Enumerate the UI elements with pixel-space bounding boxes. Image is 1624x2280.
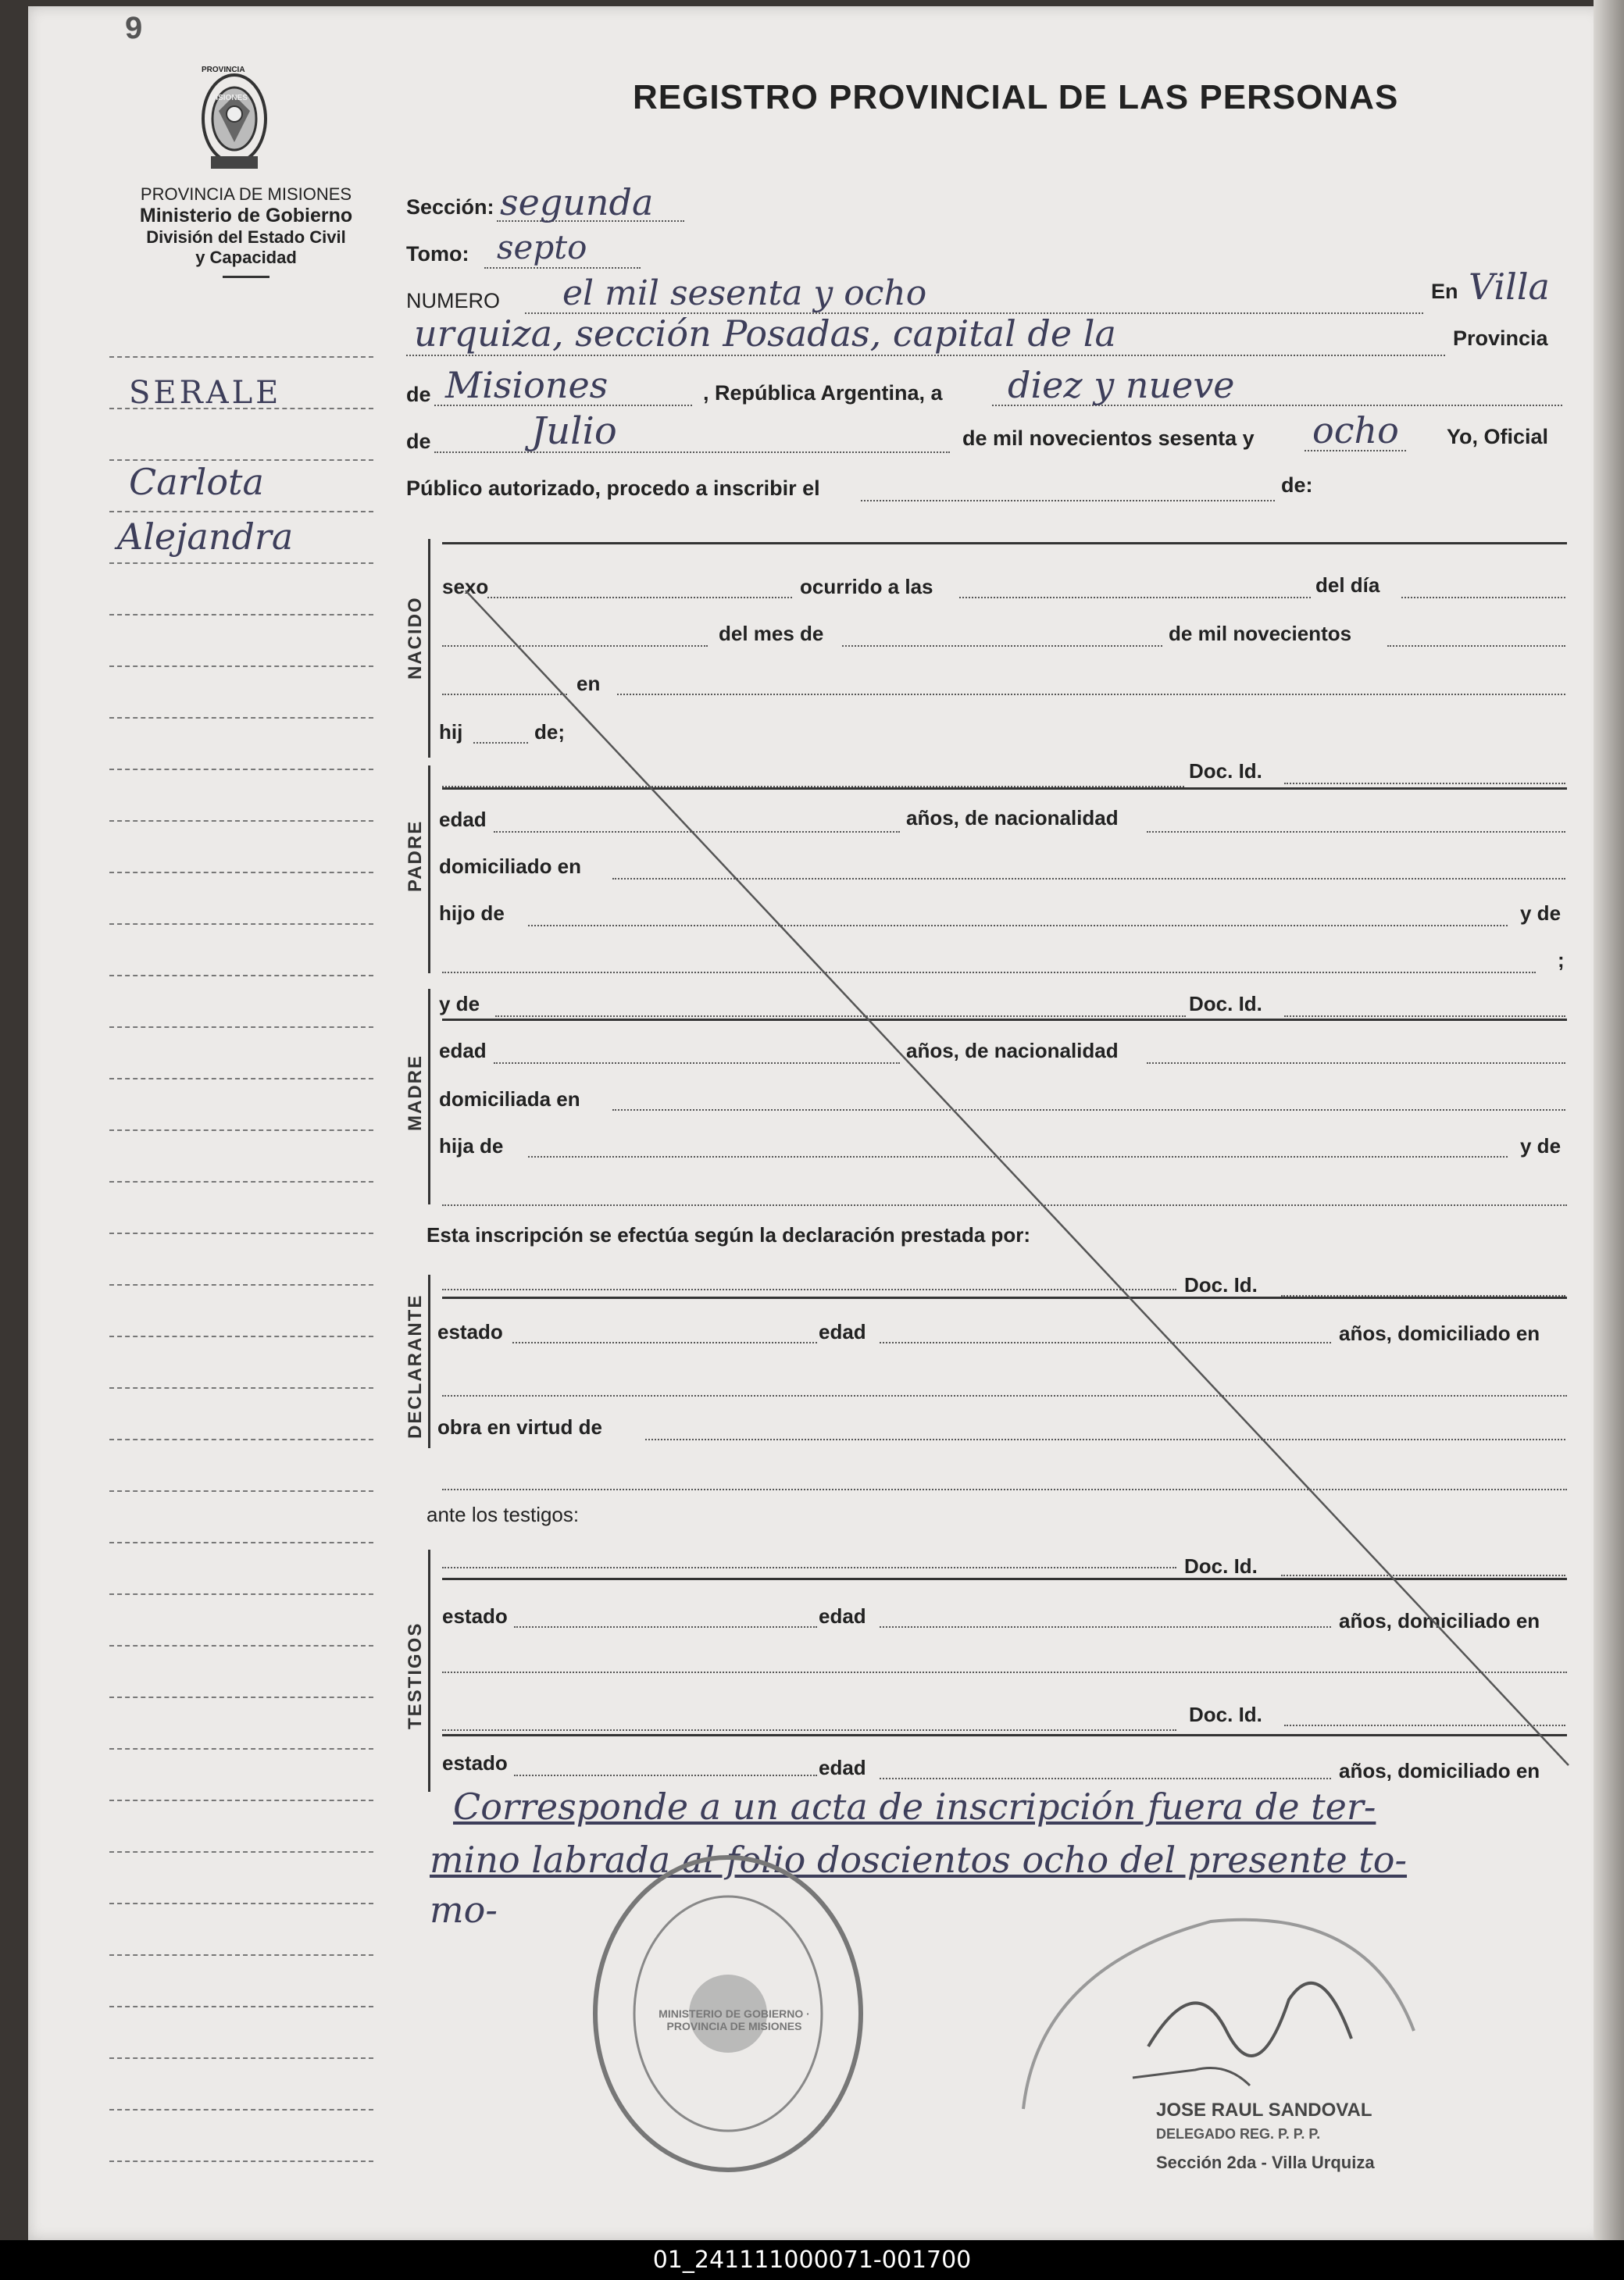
- signature-title: DELEGADO REG. P. P. P.: [1156, 2126, 1321, 2142]
- declarante-intro: Esta inscripción se efectúa según la declaración prestada por:: [427, 1223, 1031, 1247]
- margin-note-name2: Alejandra: [117, 516, 294, 558]
- note-line1: Corresponde a un acta de inscripción fuera de ter-: [453, 1786, 1376, 1828]
- de-label: de: [406, 383, 431, 406]
- republica-label: , República Argentina, a: [703, 381, 943, 405]
- testigo2-edad-label: edad: [819, 1756, 866, 1779]
- padre-semicolon: ;: [1558, 948, 1565, 972]
- declarante-edad-label: edad: [819, 1320, 866, 1343]
- padre-domiciliado-label: domiciliado en: [439, 855, 582, 878]
- de3-label: de:: [1281, 473, 1313, 497]
- testigo1-doc-label: Doc. Id.: [1184, 1554, 1258, 1578]
- en-label-nacido: en: [576, 672, 601, 695]
- tomo-label: Tomo:: [406, 242, 469, 266]
- declarante-anios-label: años, domiciliado en: [1339, 1322, 1540, 1345]
- madre-doc-label: Doc. Id.: [1189, 992, 1262, 1015]
- madre-y-de-top-label: y de: [439, 992, 480, 1015]
- margin-note-name1: Carlota: [129, 461, 264, 503]
- testigo2-doc-label: Doc. Id.: [1189, 1703, 1262, 1726]
- declarante-obra-label: obra en virtud de: [437, 1415, 602, 1439]
- testigo1-edad-label: edad: [819, 1604, 866, 1628]
- sexo-label: sexo: [442, 575, 489, 598]
- nacido-doc-label: Doc. Id.: [1189, 759, 1262, 783]
- note-line2: mino labrada al folio doscientos ocho del presente to-: [430, 1839, 1408, 1881]
- declarante-section-label: DECLARANTE: [405, 1293, 426, 1439]
- en-label: En: [1431, 280, 1458, 303]
- del-dia-label: del día: [1315, 573, 1380, 597]
- dia-value: diez y nueve: [1008, 364, 1235, 406]
- testigo1-estado-label: estado: [442, 1604, 508, 1628]
- signature-name: JOSE RAUL SANDOVAL: [1156, 2100, 1372, 2121]
- padre-edad-label: edad: [439, 808, 487, 831]
- round-stamp-text: MINISTERIO DE GOBIERNO · PROVINCIA DE MISIONES: [659, 2007, 810, 2032]
- del-mes-label: del mes de: [719, 622, 824, 645]
- madre-domiciliada-label: domiciliada en: [439, 1087, 580, 1111]
- madre-section-label: MADRE: [405, 1054, 426, 1131]
- madre-hija-de-label: hija de: [439, 1134, 504, 1158]
- org-capacity: y Capacidad: [195, 248, 297, 267]
- seal-text-bottom: MISIONES: [209, 94, 248, 102]
- provincia-label: Provincia: [1453, 326, 1548, 350]
- madre-nacionalidad-label: años, de nacionalidad: [906, 1039, 1119, 1062]
- testigos-section-label: TESTIGOS: [405, 1622, 426, 1729]
- nacido-section-label: NACIDO: [405, 596, 426, 680]
- hij-label: hij: [439, 720, 463, 744]
- declarante-estado-label: estado: [437, 1320, 503, 1343]
- org-division: División del Estado Civil: [146, 227, 346, 247]
- signature-office: Sección 2da - Villa Urquiza: [1156, 2153, 1375, 2172]
- seccion-label: Sección:: [406, 195, 494, 219]
- footer-id: 01_241111000071-001700: [0, 2240, 1624, 2280]
- hij-de-label: de;: [534, 720, 565, 744]
- anio-label: de mil novecientos sesenta y: [962, 426, 1255, 450]
- testigo1-anios-label: años, domiciliado en: [1339, 1609, 1540, 1632]
- org-ministry: Ministerio de Gobierno: [139, 205, 353, 227]
- org-province: PROVINCIA DE MISIONES: [140, 184, 352, 204]
- note-line3: mo-: [430, 1889, 498, 1931]
- seal-text-top: PROVINCIA: [202, 66, 245, 74]
- tomo-value: septo: [497, 228, 587, 266]
- en-value: Villa: [1469, 266, 1550, 308]
- testigos-intro: ante los testigos:: [427, 1503, 580, 1526]
- numero-label: NUMERO: [406, 289, 500, 312]
- page-number: 9: [125, 11, 143, 45]
- de2-label: de: [406, 430, 431, 453]
- madre-y-de-label: y de: [1520, 1134, 1562, 1158]
- madre-edad-label: edad: [439, 1039, 487, 1062]
- margin-note-surname: SERALE: [129, 375, 282, 411]
- mil-label: de mil novecientos: [1169, 622, 1352, 645]
- numero-value: el mil sesenta y ocho: [562, 273, 927, 313]
- declarante-doc-label: Doc. Id.: [1184, 1273, 1258, 1297]
- yo-label: Yo, Oficial: [1447, 425, 1549, 448]
- publico-label: Público autorizado, procedo a inscribir el: [406, 476, 820, 500]
- padre-section-label: PADRE: [405, 819, 426, 892]
- anio-value: ocho: [1312, 409, 1399, 451]
- padre-y-de-label: y de: [1520, 901, 1562, 925]
- line2-value: urquiza, sección Posadas, capital de la: [414, 312, 1116, 355]
- padre-hijo-de-label: hijo de: [439, 901, 505, 925]
- page-title: REGISTRO PROVINCIAL DE LAS PERSONAS: [633, 78, 1399, 116]
- provincia-value: Misiones: [445, 364, 609, 406]
- seccion-value: segunda: [500, 181, 654, 223]
- testigo2-anios-label: años, domiciliado en: [1339, 1759, 1540, 1782]
- ocurrido-label: ocurrido a las: [800, 575, 933, 598]
- testigo2-estado-label: estado: [442, 1751, 508, 1775]
- padre-nacionalidad-label: años, de nacionalidad: [906, 806, 1119, 830]
- mes-value: Julio: [531, 409, 617, 453]
